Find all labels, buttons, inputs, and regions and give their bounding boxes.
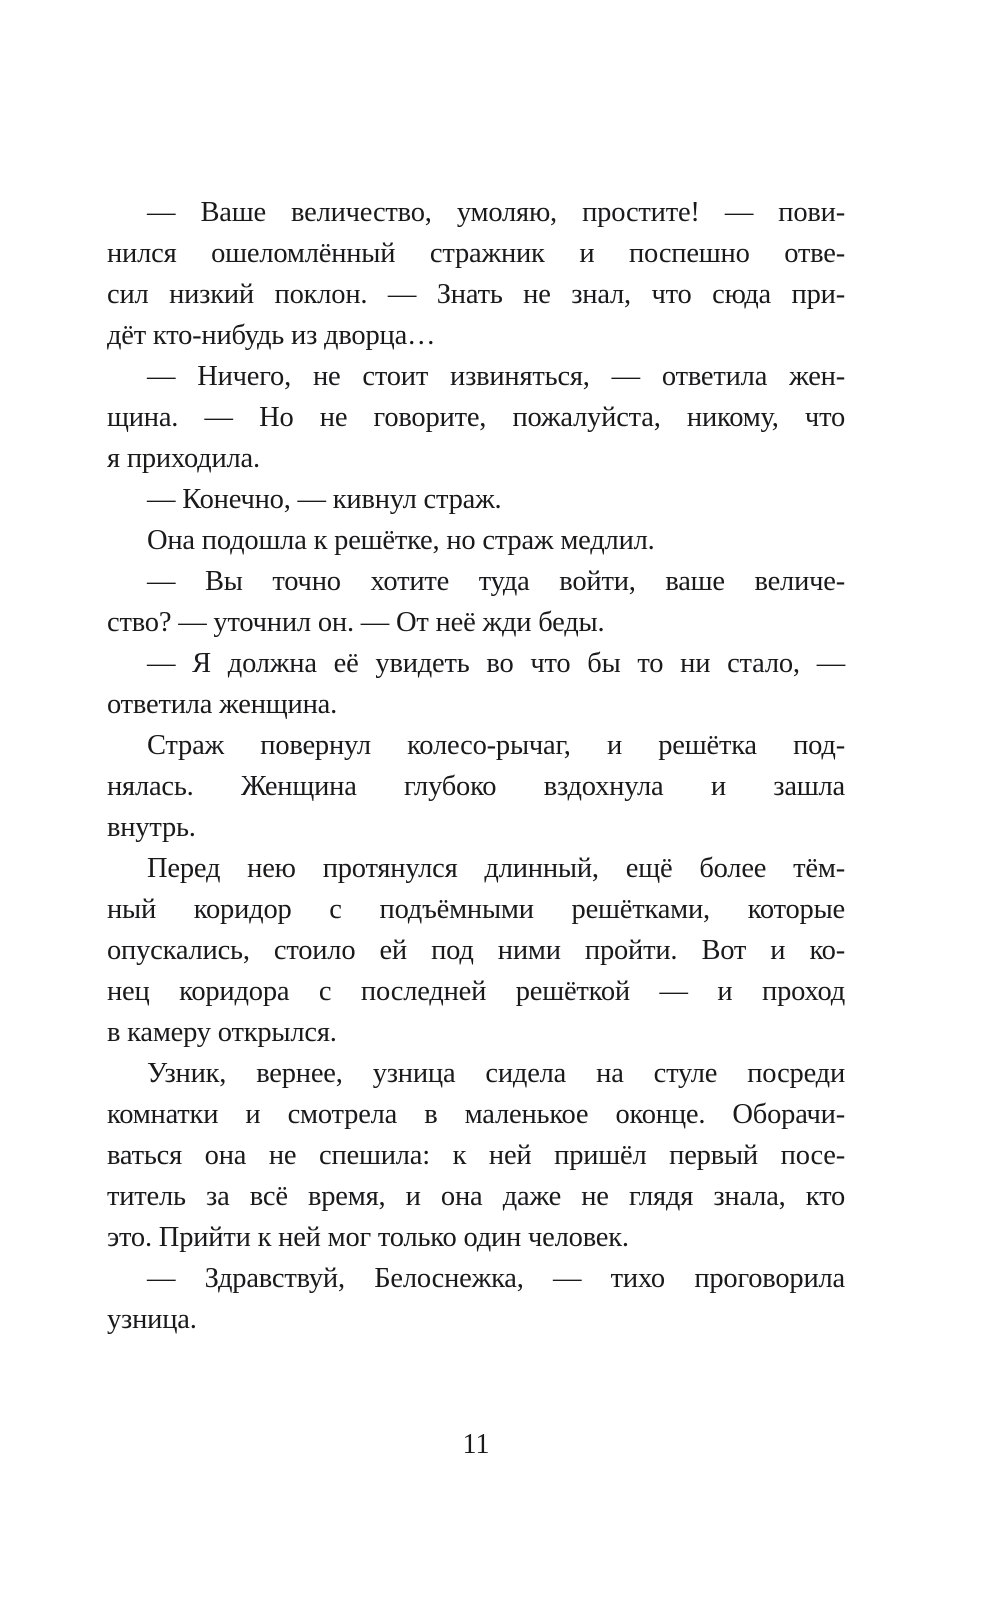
text-line: — Ничего, не стоит извиняться, — ответила жен- <box>147 361 845 392</box>
text-line: нец коридора с последней решёткой — и проход <box>107 976 845 1007</box>
text-line: титель за всё время, и она даже не глядя знала, кто <box>107 1181 845 1212</box>
text-line: щина. — Но не говорите, пожалуйста, никому, что <box>107 402 845 433</box>
text-line: ваться она не спешила: к ней пришёл первый посе- <box>107 1140 845 1171</box>
text-line: Страж повернул колесо-рычаг, и решётка под- <box>147 730 845 761</box>
text-line: ство? — уточнил он. — От неё жди беды. <box>107 607 605 638</box>
text-line: — Вы точно хотите туда войти, ваше величе- <box>147 566 845 597</box>
paragraph <box>107 643 845 725</box>
text-line: ответила женщина. <box>107 689 338 720</box>
paragraph <box>107 1258 845 1340</box>
paragraph <box>107 1053 845 1258</box>
paragraph <box>107 520 845 561</box>
text-line: Она подошла к решётке, но страж медлил. <box>147 525 655 556</box>
paragraph <box>107 725 845 848</box>
text-line: опускались, стоило ей под ними пройти. Вот и ко- <box>107 935 845 966</box>
text-line: я приходила. <box>107 443 260 474</box>
paragraph <box>107 192 845 356</box>
page-number: 11 <box>462 1429 490 1460</box>
text-line: нялась. Женщина глубоко вздохнула и зашла <box>107 771 845 802</box>
paragraph <box>107 561 845 643</box>
text-line: дёт кто-нибудь из дворца… <box>107 320 436 351</box>
text-line: — Я должна её увидеть во что бы то ни стало, — <box>147 648 845 679</box>
text-line: это. Прийти к ней мог только один человек. <box>107 1222 629 1253</box>
text-line: — Ваше величество, умоляю, простите! — пови- <box>147 197 845 228</box>
text-line: ный коридор с подъёмными решётками, которые <box>107 894 845 925</box>
text-line: в камеру открылся. <box>107 1017 337 1048</box>
text-line: внутрь. <box>107 812 196 843</box>
text-line: комнатки и смотрела в маленькое оконце. Оборачи- <box>107 1099 845 1130</box>
text-line: узница. <box>107 1304 197 1335</box>
page-text <box>107 192 845 1340</box>
paragraph <box>107 356 845 479</box>
text-line: Узник, вернее, узница сидела на стуле посреди <box>147 1058 845 1089</box>
text-line: нился ошеломлённый стражник и поспешно отве- <box>107 238 845 269</box>
text-line: сил низкий поклон. — Знать не знал, что сюда при- <box>107 279 845 310</box>
text-line: Перед нею протянулся длинный, ещё более тём- <box>147 853 845 884</box>
text-line: — Здравствуй, Белоснежка, — тихо проговорила <box>147 1263 845 1294</box>
text-line: — Конечно, — кивнул страж. <box>147 484 502 515</box>
paragraph <box>107 479 845 520</box>
paragraph <box>107 848 845 1053</box>
